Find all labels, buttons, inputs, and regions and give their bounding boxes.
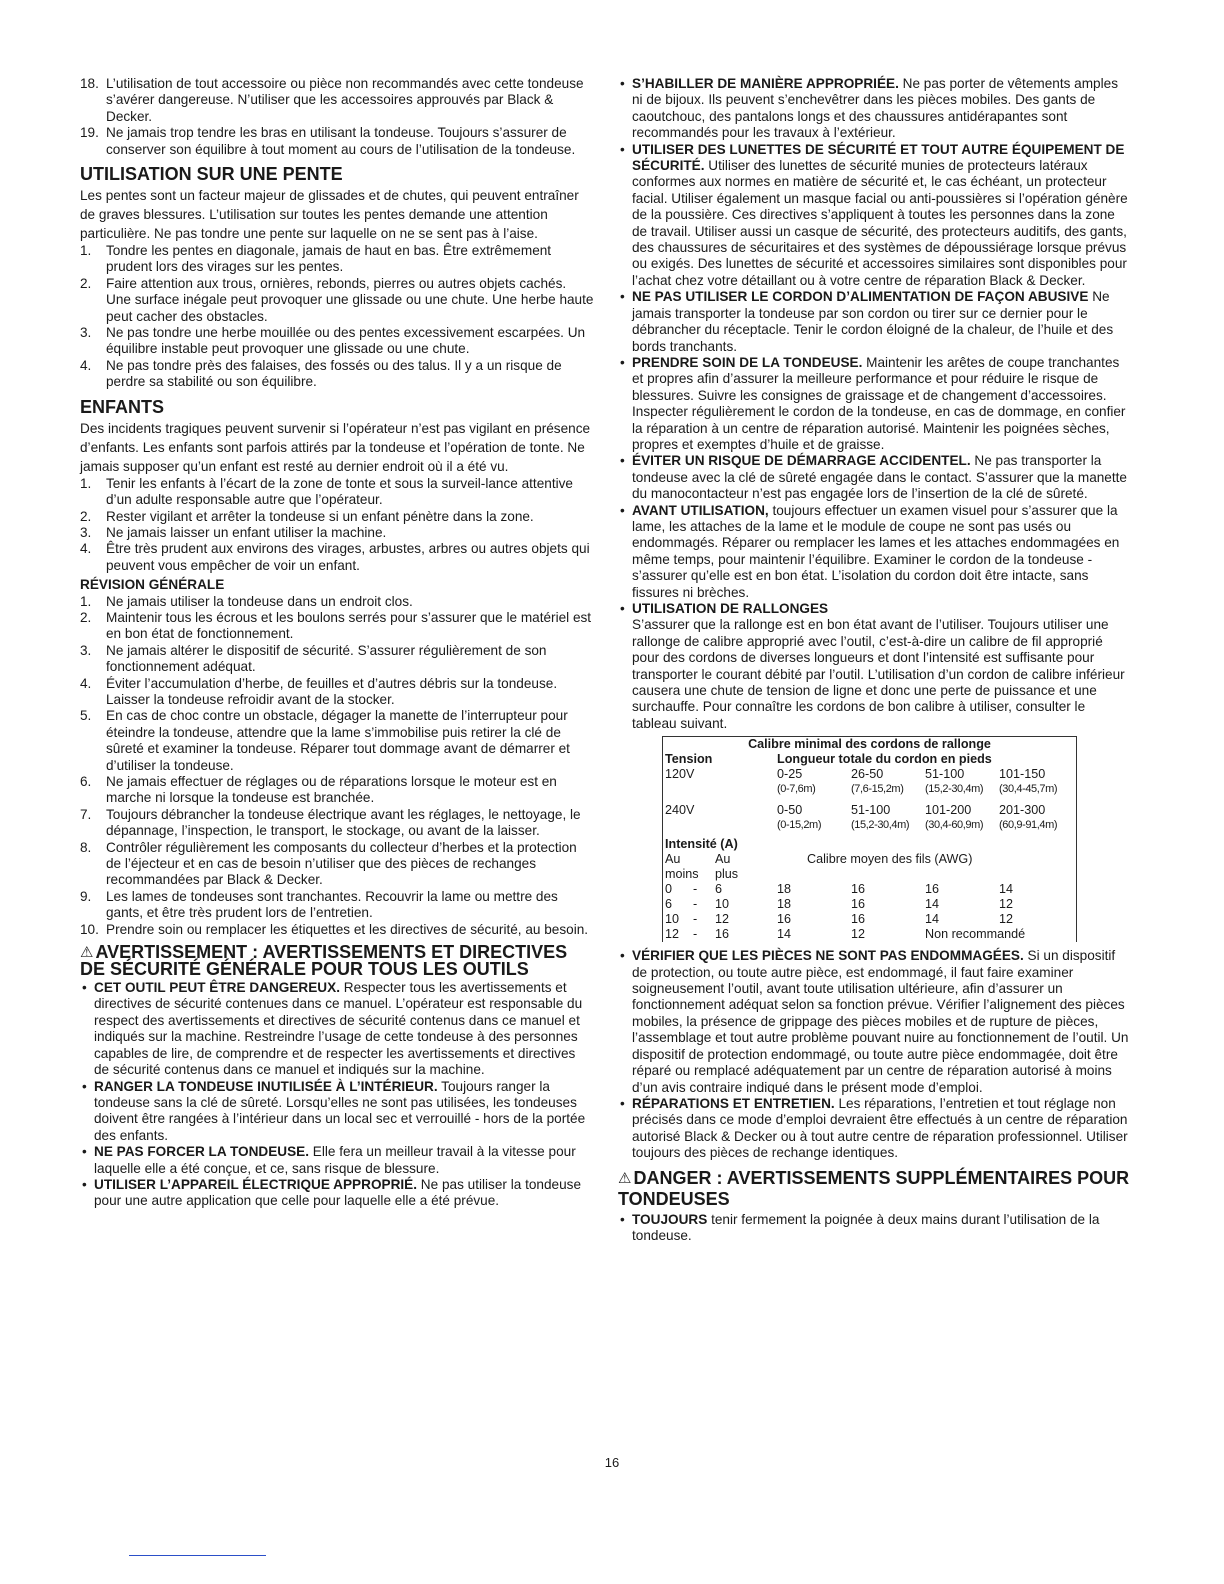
list-item: 1. Ne jamais utiliser la tondeuse dans un endroit clos. — [80, 593, 413, 609]
section-heading-slope: UTILISATION SUR UNE PENTE — [80, 164, 343, 185]
slope-intro: Les pentes sont un facteur majeur de glissades et de chutes, qui peuvent entraîner de graves blessures. L’utilisation sur toutes les pentes demande une attention particulière. Ne pas tondre une pente sur laquelle on ne se sent pas à l’aise. — [80, 188, 579, 242]
table-row: 6 - 10 18 16 14 12 — [665, 897, 1014, 912]
link-underline — [129, 1555, 266, 1556]
page-number: 16 — [604, 1455, 620, 1470]
children-list — [80, 476, 594, 574]
extension-heading: UTILISATION DE RALLONGES — [632, 601, 829, 616]
list-item: • ÉVITER UN RISQUE DE DÉMARRAGE ACCIDENTEL. Ne pas transporter la tondeuse avec la clé de sûreté engagée dans le contact. S’assurer que la manette du manocontacteur n’est pas engagée lors de l’insertion de la clé de sûreté. — [618, 453, 1132, 502]
table-row: moins plus — [665, 867, 739, 882]
section-heading-revision: RÉVISION GÉNÉRALE — [80, 577, 225, 593]
list-item: 7. Toujours débrancher la tondeuse électrique avant les réglages, le nettoyage, le dépannage, l’inspection, le transport, le stockage, ou avant de la laisser. — [80, 806, 581, 839]
revision-list — [80, 594, 594, 939]
list-item: 2. Maintenir tous les écrous et les boulons serrés pour s’assurer que le matériel est en bon état de fonctionnement. — [80, 609, 592, 642]
numbered-list-top — [80, 76, 594, 158]
warning-heading: ⚠ AVERTISSEMENT : AVERTISSEMENTS ET DIRECTIVES DE SÉCURITÉ GÉNÉRALE POUR TOUS LES OUTILS — [80, 942, 568, 980]
danger-bullets — [618, 1212, 1132, 1245]
slope-list — [80, 243, 594, 391]
safety-bullets — [618, 76, 1132, 732]
list-item: 4. Ne pas tondre près des falaises, des fossés ou des talus. Il y a un risque de perdre sa stabilité ou son équilibre. — [80, 357, 562, 390]
list-item: 2. Faire attention aux trous, ornières, rebonds, pierres ou autres objets cachés. Une surface inégale peut provoquer une glissade ou une chute. Une herbe haute peut cacher des obstacles. — [80, 275, 594, 324]
right-column — [618, 76, 1132, 1244]
list-item: 3. Ne pas tondre une herbe mouillée ou des pentes excessivement escarpées. Un équilibre instable peut provoquer une glissade ou une chute. — [80, 325, 586, 357]
list-item: • TOUJOURS tenir fermement la poignée à deux mains durant l’utilisation de la tondeuse. — [618, 1212, 1132, 1245]
list-item: • NE PAS UTILISER LE CORDON D’ALIMENTATION DE FAÇON ABUSIVE Ne jamais transporter la tondeuse par son cordon ou tirer sur ce dernier pour le débrancher du réceptacle. Tenir le cordon éloigné de la chaleur, de l’huile et des bords tranchants. — [618, 289, 1132, 355]
safety-bullets-2 — [618, 948, 1132, 1161]
list-item: • VÉRIFIER QUE LES PIÈCES NE SONT PAS ENDOMMAGÉES. Si un dispositif de protection, ou toute autre pièce, est endommagé, il faut faire examiner soigneusement l’outil, avant toute utilisation ultérieure, afin d’assurer un fonctionnement adéquat selon sa fonction prévue. Vérifier l’alignement des pièces mobiles, la présence de grippage des pièces mobiles et de rupture de pièces, l’assemblage et tout autre problème pouvant nuire au fonctionnement de l’outil. Un dispositif de protection endommagé, ou toute autre pièce endommagée, doit être réparé ou remplacé adéquatement par un centre de réparation autorisé à moins d’un avis contraire indiqué dans le présent mode d’emploi. — [618, 948, 1132, 1096]
list-item: 1. Tondre les pentes en diagonale, jamais de haut en bas. Être extrêmement prudent lors des virages sur les pentes. — [80, 243, 552, 275]
list-item: 3. Ne jamais laisser un enfant utiliser la machine. — [80, 524, 387, 540]
table-row: Intensité (A) — [665, 837, 738, 852]
section-heading-children: ENFANTS — [80, 396, 165, 417]
list-item: 6. Ne jamais effectuer de réglages ou de réparations lorsque le moteur est en marche ni lorsque la tondeuse est branchée. — [80, 774, 557, 806]
list-item: • UTILISER L’APPAREIL ÉLECTRIQUE APPROPRIÉ. Ne pas utiliser la tondeuse pour une autre application que celle pour laquelle elle a été prévue. — [80, 1177, 594, 1210]
list-item: • RANGER LA TONDEUSE INUTILISÉE À L’INTÉRIEUR. Toujours ranger la tondeuse sans la clé de sûreté. Lorsqu’elles ne sont pas utilisées, les tondeuses doivent être rangées à l’intérieur dans un local sec et verrouillé - hors de la portée des enfants. — [80, 1079, 594, 1145]
list-item — [618, 601, 1132, 732]
left-column — [80, 76, 594, 1210]
list-item: 9. Les lames de tondeuses sont tranchantes. Recouvrir la lame ou mettre des gants, et être très prudent lors de l’entretien. — [80, 888, 558, 921]
table-row: Au Au Calibre moyen des fils (AWG) — [665, 852, 973, 867]
list-item: • NE PAS FORCER LA TONDEUSE. Elle fera un meilleur travail à la vitesse pour laquelle elle a été conçue, et ce, sans risque de blessure. — [80, 1144, 594, 1177]
table-row: (0-15,2m) (15,2-30,4m) (30,4-60,9m) (60,9-91,4m) — [777, 819, 1058, 832]
list-item: • RÉPARATIONS ET ENTRETIEN. Les réparations, l’entretien et tout réglage non précisés dans ce mode d’emploi devraient être effectués à un centre de réparation autorisé Black & Decker ou à tout autre centre de réparation professionnel. Utiliser toujours des pièces de rechange identiques. — [618, 1096, 1132, 1162]
table-header-row: Tension Longueur totale du cordon en pieds — [665, 752, 992, 767]
table-row: 240V 0-50 51-100 101-200 201-300 — [665, 803, 1046, 818]
table-row: (0-7,6m) (7,6-15,2m) (15,2-30,4m) (30,4-45,7m) — [777, 783, 1058, 796]
table-title: Calibre minimal des cordons de rallonge — [748, 737, 991, 752]
list-item: • S’HABILLER DE MANIÈRE APPROPRIÉE. Ne pas porter de vêtements amples ni de bijoux. Ils peuvent s’enchevêtrer dans les pièces mobiles. Des gants de caoutchouc, des pantalons longs et des chaussures antidérapantes sont recommandés pour les travaux à l’extérieur. — [618, 76, 1132, 142]
list-item: • CET OUTIL PEUT ÊTRE DANGEREUX. Respecter tous les avertissements et directives de sécurité contenues dans ce manuel. L’opérateur est responsable du respect des avertissements et directives de sécurité contenus dans ce manuel et indiqués sur la machine. Restreindre l’usage de cette tondeuse à des personnes capables de lire, de comprendre et de respecter les avertissements et directives de sécurité contenus dans ce manuel et indiqués sur la machine. — [80, 980, 594, 1078]
list-item: 2. Rester vigilant et arrêter la tondeuse si un enfant pénètre dans la zone. — [80, 508, 534, 524]
danger-heading: ⚠ DANGER : AVERTISSEMENTS SUPPLÉMENTAIRES POUR TONDEUSES — [618, 1167, 1130, 1209]
warning-bullets — [80, 980, 594, 1210]
list-item: 4. Être très prudent aux environs des virages, arbustes, arbres ou autres objets qui peuvent vous empêcher de voir un enfant. — [80, 541, 590, 573]
extension-cord-table — [662, 736, 1077, 942]
extension-text: S’assurer que la rallonge est en bon état avant de l’utiliser. Toujours utiliser une rallonge de calibre approprié avec l’outil, c’est-à-dire un calibre de fil approprié pour des cordons de diverses longueurs et dont l’intensité est suffisante pour transporter le courant débité par l’outil. L’utilisation d’un cordon de calibre inférieur causera une chute de tension de ligne et donc une perte de puissance et une surchauffe. Pour connaître les cordons de bon calibre à utiliser, consulter le tableau suivant. — [632, 617, 1125, 731]
table-row: 0 - 6 18 16 16 14 — [665, 882, 1014, 897]
list-item: • UTILISER DES LUNETTES DE SÉCURITÉ ET TOUT AUTRE ÉQUIPEMENT DE SÉCURITÉ. Utiliser des lunettes de sécurité munies de protecteurs latéraux conformes aux normes en matière de sécurité et, le cas échéant, un protecteur facial. Utiliser également un masque facial ou anti-poussières si l’opération génère de la poussière. Ces directives s’appliquent à toutes les personnes dans la zone de travail. Utiliser aussi un casque de sécurité, des protecteurs auditifs, des gants, des chaussures de sécuritaires et des systèmes de dépoussiérage lorsque prévus ou exigés. Des lunettes de sécurité et accessoires similaires sont disponibles pour l’achat chez votre détaillant ou à votre centre de réparation Black & Decker. — [618, 142, 1132, 290]
list-item: • AVANT UTILISATION, toujours effectuer un examen visuel pour s’assurer que la lame, les attaches de la lame et le module de coupe ne sont pas usés ou endommagés. Réparer ou remplacer les lames et les attaches endommagées en même temps, pour maintenir l’équilibre. Examiner le cordon de la tondeuse - s’assurer qu’elle est en bon état. L’isolation du cordon doit être intacte, sans fissures ni brèches. — [618, 503, 1132, 601]
warning-triangle-icon: ⚠ — [80, 944, 94, 962]
list-item: 18. L’utilisation de tout accessoire ou pièce non recommandés avec cette tondeuse s’avérer dangereuse. N’utiliser que les accessoires approuvés par Black & Decker. — [80, 76, 584, 124]
list-item: 10. Prendre soin ou remplacer les étiquettes et les directives de sécurité, au besoin. — [80, 921, 589, 937]
warning-triangle-icon: ⚠ — [618, 1169, 632, 1187]
table-row: 12 - 16 14 12 Non recommandé — [665, 927, 1026, 942]
table-row: 10 - 12 16 16 14 12 — [665, 912, 1014, 927]
list-item: 4. Éviter l’accumulation d’herbe, de feuilles et d’autres débris sur la tondeuse. Laisser la tondeuse refroidir avant de la stocker. — [80, 675, 558, 707]
children-intro: Des incidents tragiques peuvent survenir si l’opérateur n’est pas vigilant en présence d’enfants. Les enfants sont parfois attirés par la tondeuse et l’opération de tonte. Ne jamais supposer qu’un enfant est resté au dernier endroit où il a été vu. — [80, 420, 591, 474]
list-item: 19. Ne jamais trop tendre les bras en utilisant la tondeuse. Toujours s’assurer de conserver son équilibre à tout moment au cours de l’utilisation de la tondeuse. — [80, 125, 576, 157]
list-item: 8. Contrôler régulièrement les composants du collecteur d’herbes et la protection de l’éjecteur et en cas de besoin n’utiliser que des pièces de rechanges recommandées par Black & Decker. — [80, 839, 577, 888]
list-item: 5. En cas de choc contre un obstacle, dégager la manette de l’interrupteur pour éteindre la tondeuse, attendre que la lame s’immobilise puis retirer la clé de sûreté et examiner la tondeuse. Réparer tout dommage avant de démarrer et d’utiliser la tondeuse. — [80, 708, 570, 773]
list-item: • PRENDRE SOIN DE LA TONDEUSE. Maintenir les arêtes de coupe tranchantes et propres afin d’assurer la meilleure performance et pour réduire le risque de blessures. Suivre les consignes de graissage et de changement d’accessoires. Inspecter régulièrement le cordon de la tondeuse, en cas de dommage, en confier la réparation à un centre de réparation autorisé. Maintenir les poignées sèches, propres et exemptes d’huile et de graisse. — [618, 355, 1132, 453]
table-row: 120V 0-25 26-50 51-100 101-150 — [665, 767, 1046, 782]
list-item: 1. Tenir les enfants à l’écart de la zone de tonte et sous la surveil-lance attentive d’un adulte responsable autre que l’opérateur. — [80, 475, 573, 508]
list-item: 3. Ne jamais altérer le dispositif de sécurité. S’assurer régulièrement de son fonctionnement adéquat. — [80, 642, 547, 675]
